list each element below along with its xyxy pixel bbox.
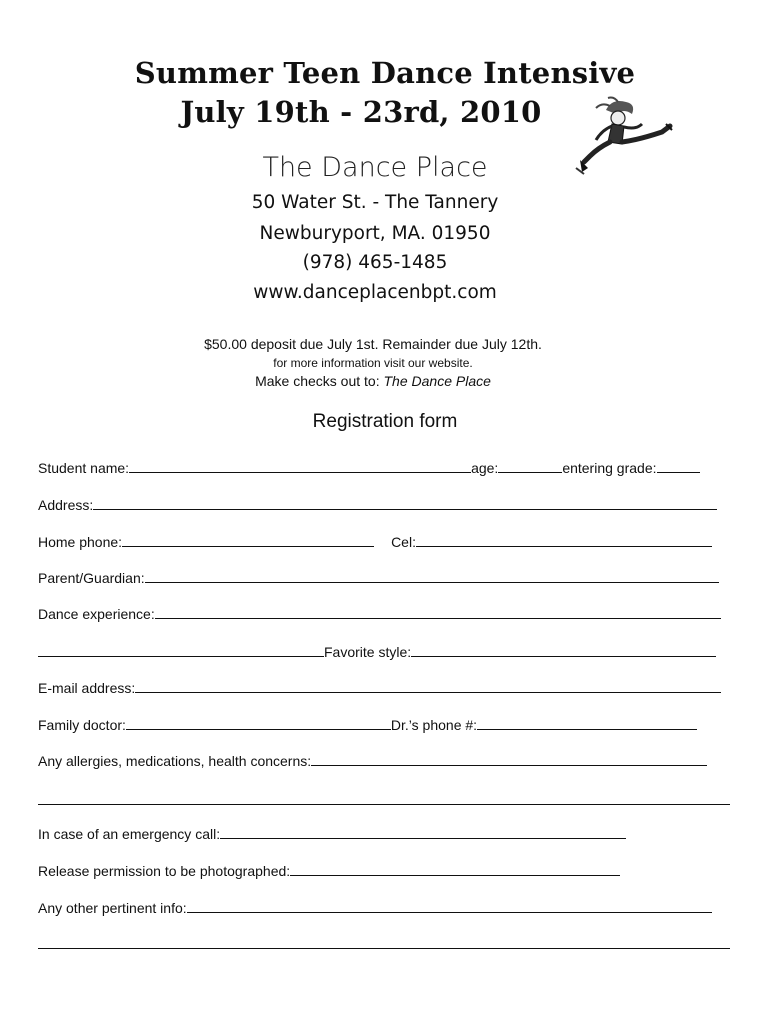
family-doctor-field[interactable] xyxy=(126,728,391,730)
other-info-row xyxy=(38,900,712,916)
dance-experience-continued-field[interactable] xyxy=(38,655,324,657)
parent-guardian-label: Parent/Guardian: xyxy=(38,570,145,586)
checks-prefix: Make checks out to: xyxy=(255,373,384,389)
deposit-note: $50.00 deposit due July 1st. Remainder due July 12th. xyxy=(204,336,542,352)
age-label: age: xyxy=(471,460,499,476)
emergency-row xyxy=(38,826,626,842)
more-info-note: for more information visit our website. xyxy=(273,356,473,370)
dance-experience-field[interactable] xyxy=(155,617,721,619)
emergency-label: In case of an emergency call: xyxy=(38,826,221,842)
dance-experience-row xyxy=(38,606,721,622)
checks-payee: The Dance Place xyxy=(383,373,491,389)
home-phone-field[interactable] xyxy=(122,545,374,547)
photo-release-label: Release permission to be photographed: xyxy=(38,863,291,879)
doctor-phone-field[interactable] xyxy=(477,728,697,730)
emergency-field[interactable] xyxy=(220,837,626,839)
student-name-label: Student name: xyxy=(38,460,130,476)
email-row xyxy=(38,680,721,696)
allergies-continued-field[interactable] xyxy=(38,804,730,805)
student-row xyxy=(38,460,700,476)
age-field[interactable] xyxy=(498,471,562,473)
home-phone-label: Home phone: xyxy=(38,534,123,550)
allergies-field[interactable] xyxy=(311,764,707,766)
parent-row xyxy=(38,570,719,586)
other-info-field[interactable] xyxy=(187,911,712,913)
other-info-label: Any other pertinent info: xyxy=(38,900,187,916)
address-row xyxy=(38,497,717,513)
photo-release-field[interactable] xyxy=(290,874,620,876)
doctor-row xyxy=(38,717,697,733)
cel-field[interactable] xyxy=(416,545,712,547)
studio-name: The Dance Place xyxy=(262,152,488,183)
other-info-continued-field[interactable] xyxy=(38,948,730,949)
photo-release-row xyxy=(38,863,620,879)
email-label: E-mail address: xyxy=(38,680,136,696)
form-title: Registration form xyxy=(312,411,458,432)
address-label: Address: xyxy=(38,497,94,513)
dance-experience-label: Dance experience: xyxy=(38,606,155,622)
allergies-label: Any allergies, medications, health concerns: xyxy=(38,753,312,769)
parent-guardian-field[interactable] xyxy=(145,581,719,583)
phone-row xyxy=(38,534,712,550)
favorite-style-row xyxy=(38,644,716,660)
flyer-title: Summer Teen Dance Intensive xyxy=(134,56,636,90)
entering-grade-field[interactable] xyxy=(657,471,700,473)
studio-address-line2: Newburyport, MA. 01950 xyxy=(259,223,491,244)
family-doctor-label: Family doctor: xyxy=(38,717,126,733)
studio-website[interactable]: www.danceplacenbpt.com xyxy=(253,282,497,303)
favorite-style-label: Favorite style: xyxy=(324,644,412,660)
student-name-field[interactable] xyxy=(129,471,471,473)
allergies-row xyxy=(38,753,707,769)
cel-label: Cel: xyxy=(391,534,416,550)
studio-phone: (978) 465-1485 xyxy=(302,252,448,273)
entering-grade-label: entering grade: xyxy=(562,460,657,476)
studio-address-line1: 50 Water St. - The Tannery xyxy=(251,192,499,213)
favorite-style-field[interactable] xyxy=(411,655,716,657)
address-field[interactable] xyxy=(93,508,717,510)
doctor-phone-label: Dr.’s phone #: xyxy=(390,717,478,733)
checks-note xyxy=(0,373,746,389)
email-field[interactable] xyxy=(135,691,721,693)
flyer-dates: July 19th - 23rd, 2010 xyxy=(180,95,542,129)
